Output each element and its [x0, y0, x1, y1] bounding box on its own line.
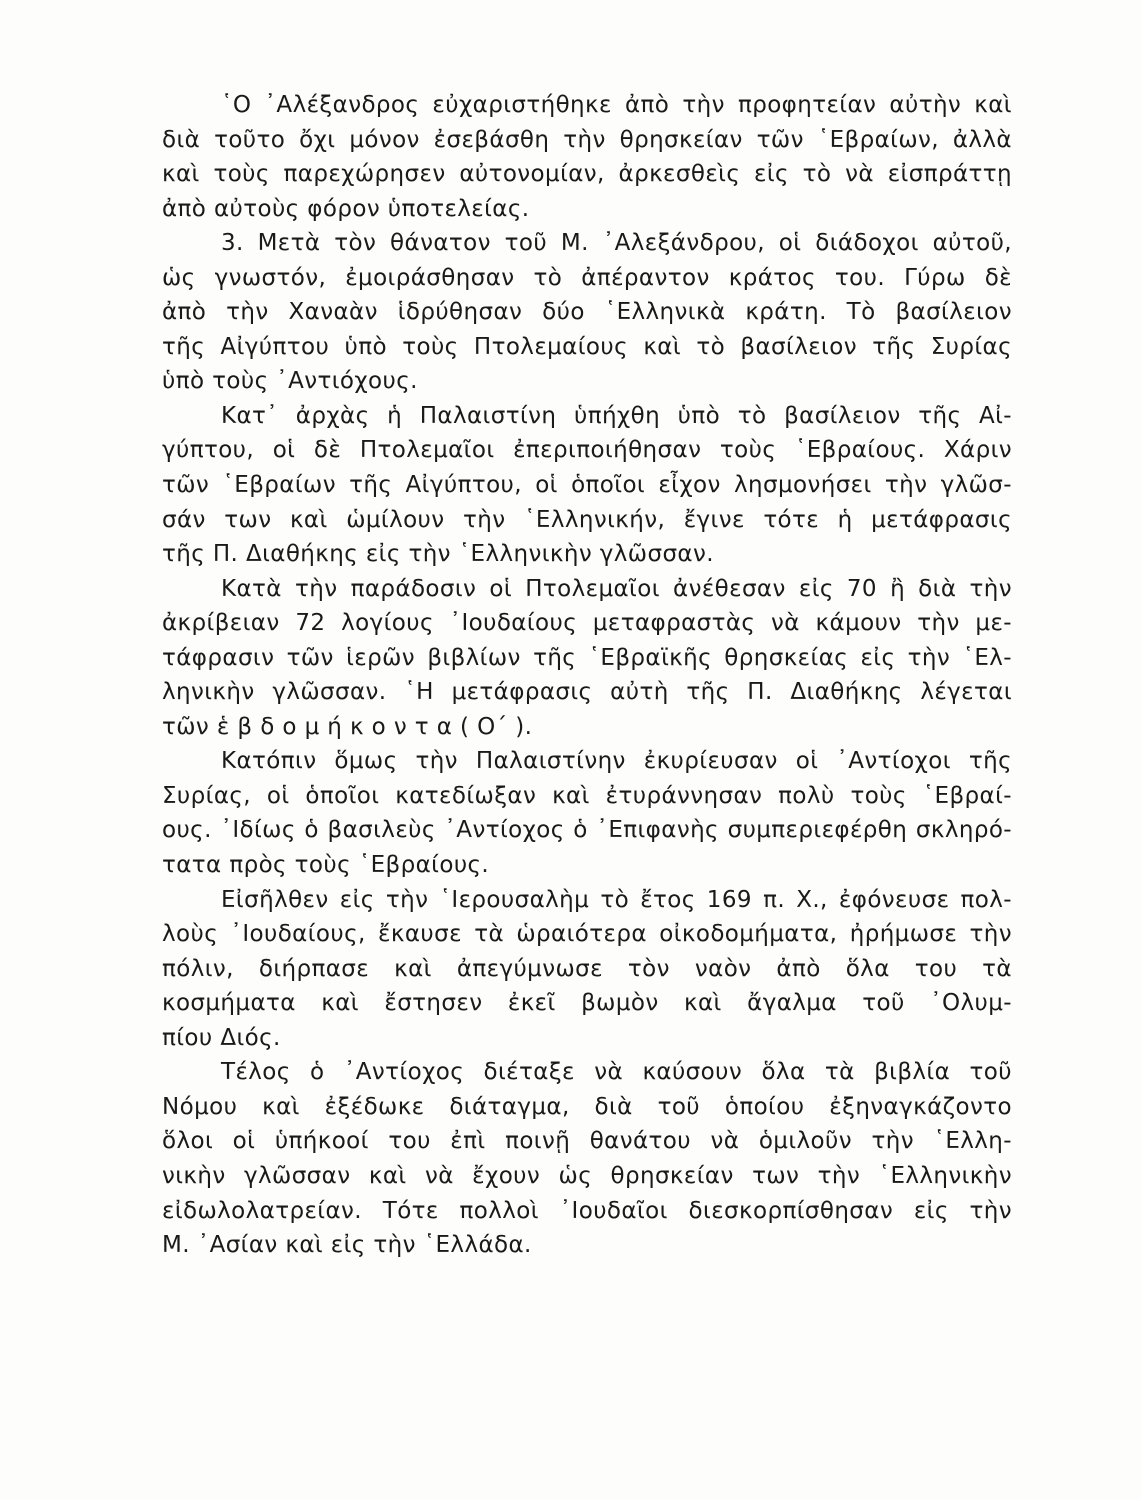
- text-line: καὶ τοὺς παρεχώρησεν αὐτονομίαν, ἀρκεσθεὶς εἰς τὸ νὰ εἰσπράττῃ: [162, 161, 1012, 188]
- text-line: τῆς Π. Διαθήκης εἰς τὴν ῾Ελληνικὴν γλῶσσαν.: [162, 541, 714, 568]
- body-text: [162, 88, 1012, 1263]
- paragraph-successors: [162, 226, 1012, 399]
- text-line: ῾Ο ᾿Αλέξανδρος εὐχαριστήθηκε ἀπὸ τὴν προφητείαν αὐτὴν καὶ: [221, 92, 1012, 118]
- paragraph-jerusalem: [162, 883, 1012, 1056]
- paragraph-alexander: [162, 88, 1012, 226]
- text-line: κοσμήματα καὶ ἔστησεν ἐκεῖ βωμὸν καὶ ἄγαλμα τοῦ ᾿Ολυμ-: [162, 990, 1012, 1017]
- text-line: Κατ᾿ ἀρχὰς ἡ Παλαιστίνη ὑπήχθη ὑπὸ τὸ βασίλειον τῆς Αἰ-: [221, 402, 1012, 429]
- text-line: τῆς Αἰγύπτου ὑπὸ τοὺς Πτολεμαίους καὶ τὸ βασίλειον τῆς Συρίας: [162, 333, 1012, 360]
- text-line: ληνικὴν γλῶσσαν. ῾Η μετάφρασις αὐτὴ τῆς Π. Διαθήκης λέγεται: [162, 679, 1012, 706]
- text-line: Εἰσῆλθεν εἰς τὴν ῾Ιερουσαλὴμ τὸ ἔτος 169 π. Χ., ἐφόνευσε πολ-: [221, 886, 1012, 913]
- text-line: διὰ τοῦτο ὄχι μόνον ἐσεβάσθη τὴν θρησκείαν τῶν ῾Εβραίων, ἀλλὰ: [162, 126, 1012, 153]
- text-line: ἀπὸ αὐτοὺς φόρον ὑποτελείας.: [162, 195, 530, 222]
- text-line: ὑπὸ τοὺς ᾿Αντιόχους.: [162, 368, 418, 395]
- text-line: τάφρασιν τῶν ἱερῶν βιβλίων τῆς ῾Εβραϊκῆς θρησκείας εἰς τὴν ῾Ελ-: [162, 644, 1012, 671]
- paragraph-septuagint: [162, 572, 1012, 745]
- text-line: ὅλοι οἱ ὑπήκοοί του ἐπὶ ποινῇ θανάτου νὰ ὁμιλοῦν τὴν ῾Ελλη-: [162, 1128, 1012, 1155]
- text-line: τῶν ῾Εβραίων τῆς Αἰγύπτου, οἱ ὁποῖοι εἶχον λησμονήσει τὴν γλῶσ-: [162, 472, 1012, 499]
- paragraph-antiochus: [162, 744, 1012, 882]
- text-line: τῶν ἑ β δ ο μ ή κ ο ν τ α ( Ο΄ ).: [162, 713, 533, 740]
- text-line: ους. ᾿Ιδίως ὁ βασιλεὺς ᾿Αντίοχος ὁ ᾿Επιφανὴς συμπεριεφέρθη σκληρό-: [162, 817, 1012, 844]
- paragraph-ptolemies: [162, 399, 1012, 572]
- text-line: ἀκρίβειαν 72 λογίους ᾿Ιουδαίους μεταφραστὰς νὰ κάμουν τὴν με-: [162, 610, 1012, 637]
- text-line: σάν των καὶ ὡμίλουν τὴν ῾Ελληνικήν, ἔγινε τότε ἡ μετάφρασις: [162, 506, 1012, 533]
- text-line: λοὺς ᾿Ιουδαίους, ἔκαυσε τὰ ὡραιότερα οἰκοδομήματα, ἠρήμωσε τὴν: [162, 921, 1012, 948]
- text-line: πόλιν, διήρπασε καὶ ἀπεγύμνωσε τὸν ναὸν ἀπὸ ὅλα του τὰ: [162, 955, 1012, 982]
- text-line: Νόμου καὶ ἐξέδωκε διάταγμα, διὰ τοῦ ὁποίου ἐξηναγκάζοντο: [162, 1093, 1012, 1120]
- paragraph-persecution: [162, 1055, 1012, 1262]
- text-line: Κατόπιν ὅμως τὴν Παλαιστίνην ἐκυρίευσαν οἱ ᾿Αντίοχοι τῆς: [221, 748, 1012, 775]
- text-line: νικὴν γλῶσσαν καὶ νὰ ἔχουν ὡς θρησκείαν των τὴν ῾Ελληνικὴν: [162, 1162, 1012, 1189]
- text-line: Τέλος ὁ ᾿Αντίοχος διέταξε νὰ καύσουν ὅλα τὰ βιβλία τοῦ: [221, 1059, 1012, 1086]
- text-line: εἰδωλολατρείαν. Τότε πολλοὶ ᾿Ιουδαῖοι διεσκορπίσθησαν εἰς τὴν: [162, 1197, 1012, 1224]
- text-line: γύπτου, οἱ δὲ Πτολεμαῖοι ἐπεριποιήθησαν τοὺς ῾Εβραίους. Χάριν: [162, 437, 1012, 464]
- text-line: Κατὰ τὴν παράδοσιν οἱ Πτολεμαῖοι ἀνέθεσαν εἰς 70 ἢ διὰ τὴν: [221, 575, 1012, 602]
- text-line: ἀπὸ τὴν Χαναὰν ἱδρύθησαν δύο ῾Ελληνικὰ κράτη. Τὸ βασίλειον: [162, 299, 1012, 326]
- text-line: Συρίας, οἱ ὁποῖοι κατεδίωξαν καὶ ἐτυράννησαν πολὺ τοὺς ῾Εβραί-: [162, 782, 1012, 809]
- text-line: τατα πρὸς τοὺς ῾Εβραίους.: [162, 852, 490, 879]
- text-line: Μ. ᾿Ασίαν καὶ εἰς τὴν ῾Ελλάδα.: [162, 1232, 532, 1259]
- text-line: 3. Μετὰ τὸν θάνατον τοῦ Μ. ᾿Αλεξάνδρου, οἱ διάδοχοι αὐτοῦ,: [221, 230, 1012, 257]
- text-line: ὡς γνωστόν, ἐμοιράσθησαν τὸ ἀπέραντον κράτος του. Γύρω δὲ: [162, 264, 1012, 291]
- text-line: πίου Διός.: [162, 1024, 281, 1051]
